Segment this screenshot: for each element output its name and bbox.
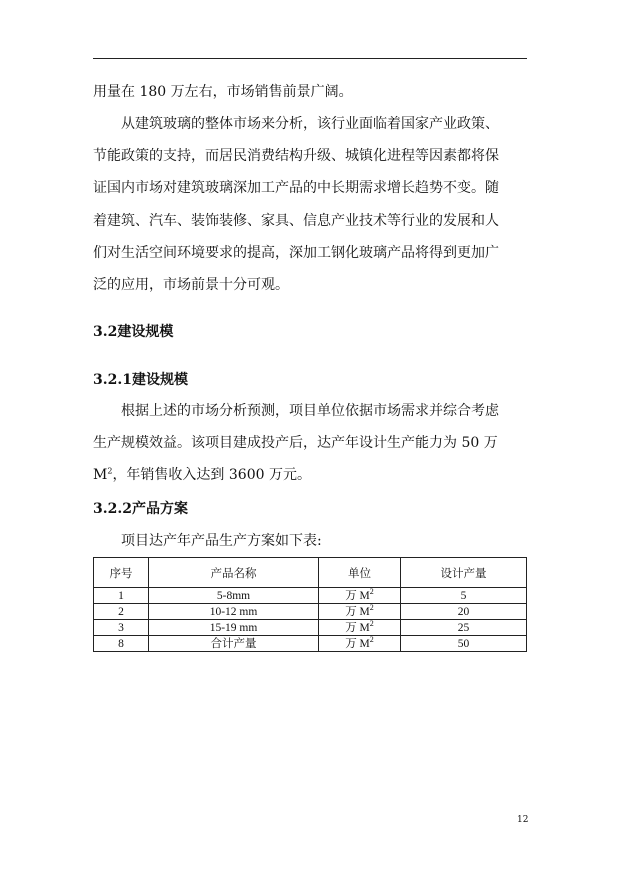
cell-unit — [319, 604, 401, 620]
unit-superscript: 2 — [369, 634, 374, 644]
table-row — [94, 588, 527, 604]
unit-superscript: 2 — [107, 466, 113, 476]
column-header-design-output: 设计产量 — [401, 558, 527, 588]
cell-no: 2 — [94, 604, 149, 620]
cell-unit — [319, 588, 401, 604]
paragraph-construction-scale — [93, 395, 527, 492]
cell-product-name: 5-8mm — [149, 588, 319, 604]
cell-no: 3 — [94, 620, 149, 636]
table-row — [94, 620, 527, 636]
text-line: 泛的应用，市场前景十分可观。 — [93, 277, 289, 294]
cell-quantity: 5 — [401, 588, 527, 604]
unit-base: 万 M — [345, 589, 370, 602]
cell-product-name: 10-12 mm — [149, 604, 319, 620]
section-heading-3-2: 3.2建设规模 — [93, 324, 174, 340]
text-line: 们对生活空间环境要求的提高，深加工钢化玻璃产品将得到更加广 — [93, 244, 499, 261]
unit-base: M — [93, 467, 108, 484]
unit-superscript: 2 — [369, 602, 374, 612]
paragraph-market-volume — [93, 76, 527, 108]
product-plan-table — [93, 557, 527, 652]
column-header-unit: 单位 — [319, 558, 401, 588]
section-heading-3-2-2: 3.2.2产品方案 — [93, 501, 188, 517]
text-line: 根据上述的市场分析预测，项目单位依据市场需求并综合考虑 — [121, 403, 499, 419]
text-line — [93, 459, 527, 491]
text-line: 生产规模效益。该项目建成投产后，达产年设计生产能力为 50 万 — [93, 435, 498, 452]
section-heading-3-2-1: 3.2.1建设规模 — [93, 372, 188, 388]
cell-no: 1 — [94, 588, 149, 604]
unit-base: 万 M — [345, 637, 370, 650]
text-line: 用量在 180 万左右，市场销售前景广阔。 — [93, 84, 353, 100]
column-header-product-name: 产品名称 — [149, 558, 319, 588]
cell-product-name: 合计产量 — [149, 636, 319, 652]
page-number: 12 — [517, 815, 529, 825]
text-line: 着建筑、汽车、装饰装修、家具、信息产业技术等行业的发展和人 — [93, 212, 499, 229]
unit-superscript: 2 — [369, 618, 374, 628]
cell-quantity: 25 — [401, 620, 527, 636]
cell-unit — [319, 620, 401, 636]
table-row — [94, 604, 527, 620]
cell-no: 8 — [94, 636, 149, 652]
column-header-no: 序号 — [94, 558, 149, 588]
paragraph-product-plan-intro — [93, 525, 527, 557]
unit-base: 万 M — [345, 621, 370, 634]
text-line: 从建筑玻璃的整体市场来分析，该行业面临着国家产业政策、 — [121, 116, 499, 132]
cell-quantity: 20 — [401, 604, 527, 620]
table-header-row — [94, 558, 527, 588]
paragraph-market-analysis — [93, 108, 527, 301]
table-row-total — [94, 636, 527, 652]
text-fragment: ，年销售收入达到 3600 万元。 — [112, 467, 311, 484]
unit-base: 万 M — [345, 605, 370, 618]
text-line: 节能政策的支持，而居民消费结构升级、城镇化进程等因素都将保 — [93, 148, 499, 165]
cell-quantity: 50 — [401, 636, 527, 652]
header-rule — [93, 58, 527, 59]
cell-unit — [319, 636, 401, 652]
unit-superscript: 2 — [369, 586, 374, 596]
cell-product-name: 15-19 mm — [149, 620, 319, 636]
text-line: 项目达产年产品生产方案如下表: — [121, 533, 322, 549]
text-line: 证国内市场对建筑玻璃深加工产品的中长期需求增长趋势不变。随 — [93, 180, 499, 197]
